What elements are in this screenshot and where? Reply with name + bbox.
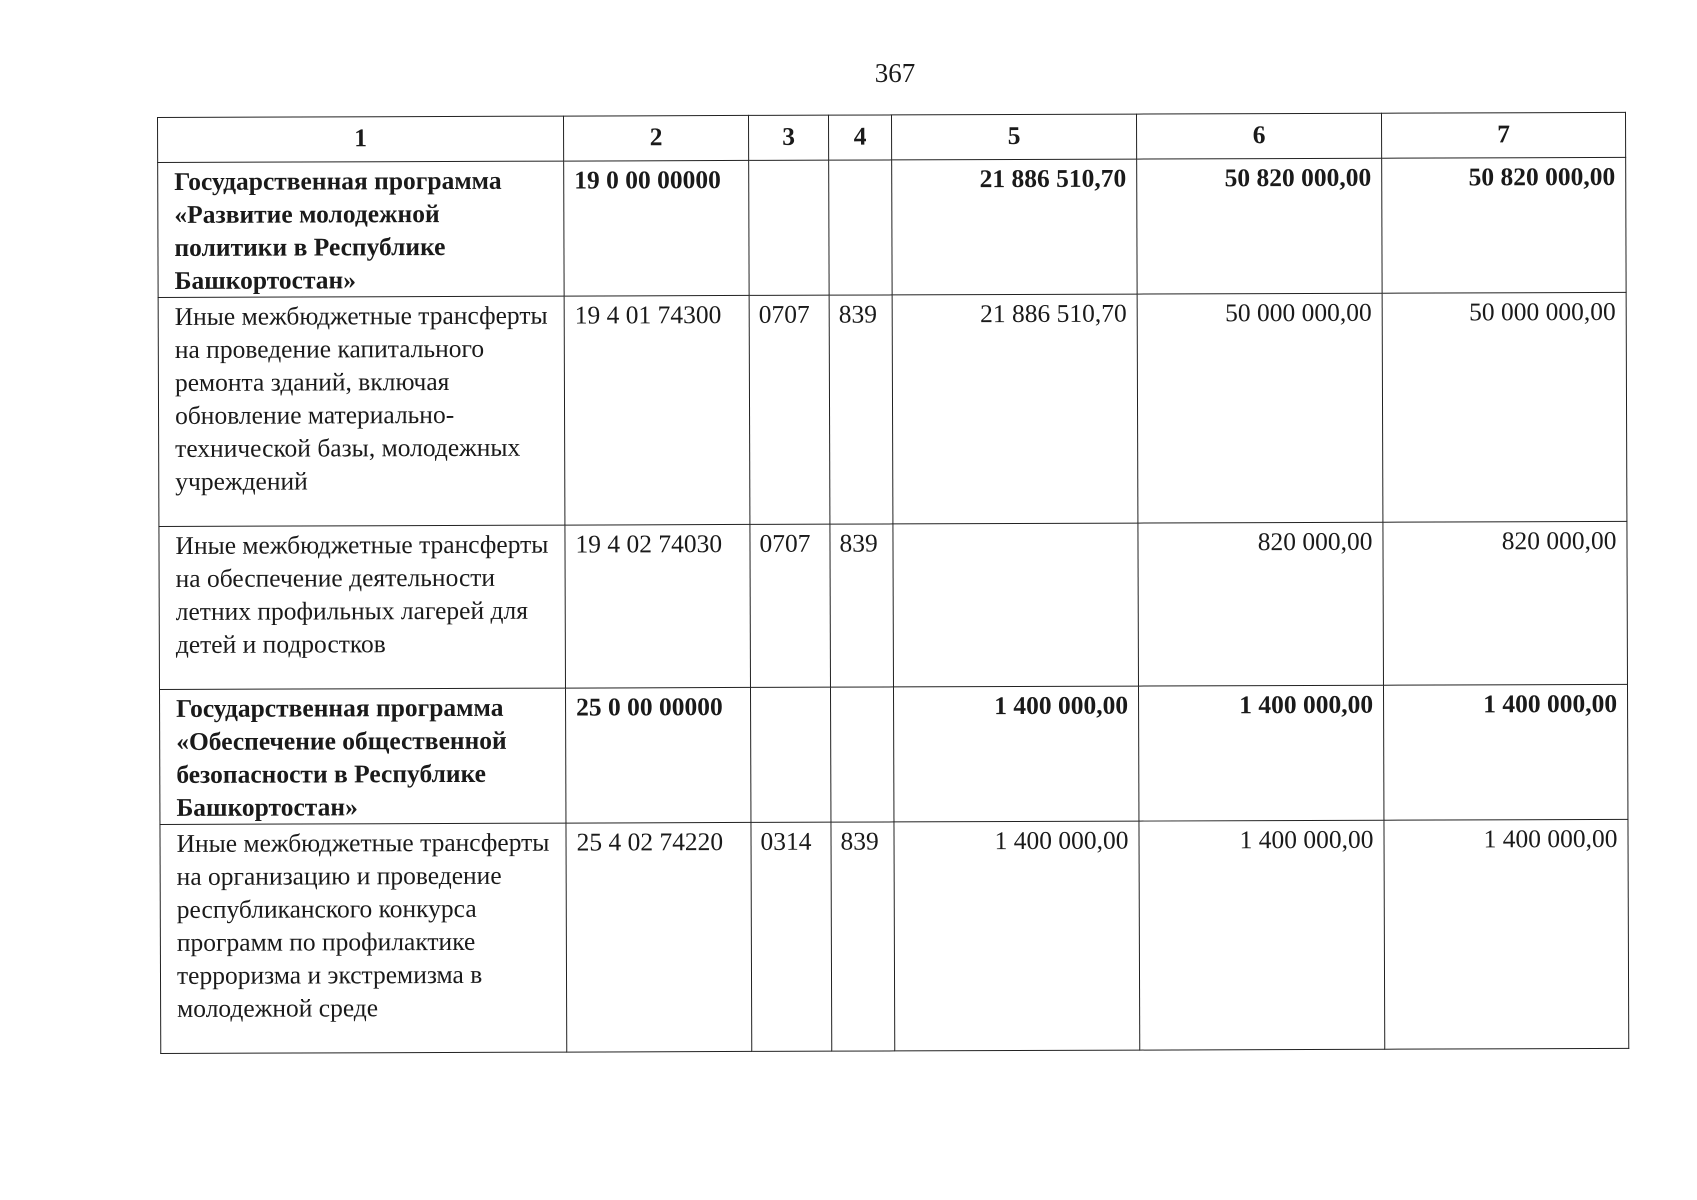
row-name: Иные межбюджетные трансферты на проведение капитального ремонта зданий, включая обновление материально-технической базы, молодежных учреждений [158,296,565,526]
header-cell-6: 6 [1136,113,1381,159]
row-name: Государственная программа «Обеспечение общественной безопасности в Республике Башкортостан» [159,688,565,824]
header-cell-5: 5 [891,114,1136,160]
row-grbs: 839 [830,524,894,687]
page-number: 367 [874,58,916,88]
row-value-5: 1 400 000,00 [893,686,1138,822]
header-cell-7: 7 [1381,112,1625,158]
row-value-5: 1 400 000,00 [894,821,1140,1051]
header-cell-3: 3 [748,115,828,160]
table-row-repair-transfers [158,292,1627,526]
header-cell-4: 4 [828,115,891,160]
row-name: Иные межбюджетные трансферты на организацию и проведение республиканского конкурса программ по профилактике терроризма и экстремизма в молодежной среде [160,823,567,1053]
row-value-6: 1 400 000,00 [1139,820,1385,1050]
budget-table [157,112,1629,1054]
row-grbs: 839 [831,822,895,1051]
row-section: 0707 [749,295,830,524]
row-value-7: 1 400 000,00 [1384,819,1629,1049]
row-section [750,687,830,822]
row-value-7: 50 000 000,00 [1382,292,1627,522]
row-value-6: 50 820 000,00 [1137,158,1382,294]
row-value-5 [893,523,1139,687]
row-grbs: 839 [829,295,893,524]
header-row [158,112,1626,162]
row-value-7: 1 400 000,00 [1383,684,1627,820]
row-value-5: 21 886 510,70 [892,159,1137,295]
row-value-7: 50 820 000,00 [1382,157,1626,293]
row-value-6: 820 000,00 [1138,522,1384,686]
row-target-code: 19 0 00 00000 [564,160,749,296]
row-name: Иные межбюджетные трансферты на обеспечение деятельности летних профильных лагерей для детей и подростков [159,525,566,689]
row-target-code: 19 4 01 74300 [564,295,750,525]
row-section: 0707 [750,524,831,687]
row-grbs [829,160,892,295]
header-cell-1: 1 [158,116,564,162]
row-name: Государственная программа «Развитие молодежной политики в Республике Башкортостан» [158,161,564,297]
row-section: 0314 [751,822,832,1051]
table-row-camps-transfers [159,521,1628,689]
row-target-code: 25 0 00 00000 [565,687,750,823]
row-section [749,160,829,295]
row-target-code: 19 4 02 74030 [565,524,751,688]
row-value-5: 21 886 510,70 [892,294,1138,524]
table-row-program-25 [159,684,1627,824]
table-row-program-19 [158,157,1626,297]
table-row-terrorism-prevention [160,819,1629,1053]
row-grbs [830,687,893,822]
row-value-6: 50 000 000,00 [1137,293,1383,523]
row-value-7: 820 000,00 [1383,521,1628,685]
row-target-code: 25 4 02 74220 [566,822,752,1052]
row-value-6: 1 400 000,00 [1138,685,1383,821]
header-cell-2: 2 [563,115,748,161]
